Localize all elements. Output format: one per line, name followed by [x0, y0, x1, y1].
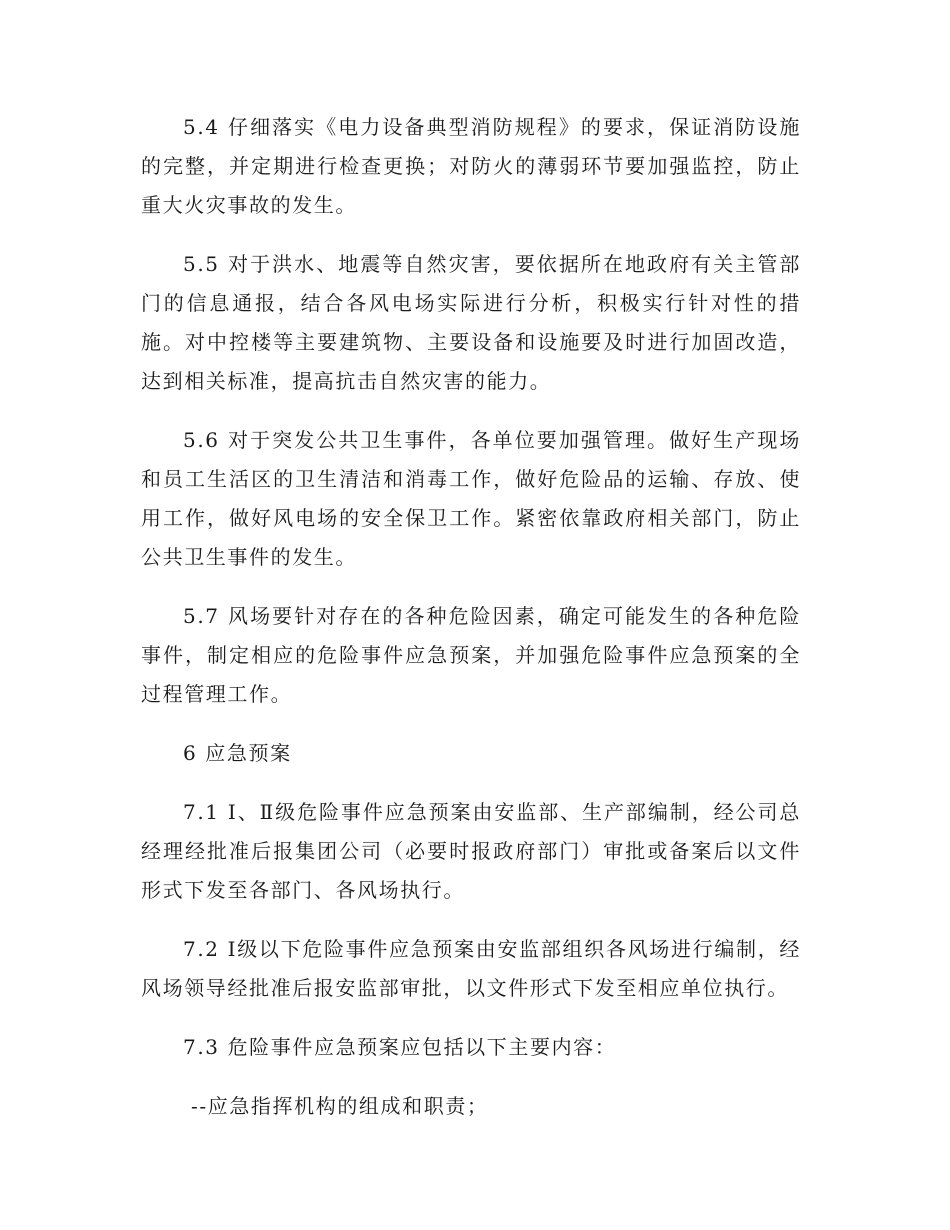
paragraph-5-6: 5.6 对于突发公共卫生事件，各单位要加强管理。做好生产现场和员工生活区的卫生清洁和消毒工作，做好危险品的运输、存放、使用工作，做好风电场的安全保卫工作。紧密依靠政府相关部门，防止公共卫生事件的发生。 — [141, 428, 801, 569]
paragraph-7-3: 7.3 危险事件应急预案应包括以下主要内容： — [183, 1035, 617, 1059]
section-heading-6: 6 应急预案 — [183, 741, 292, 765]
paragraph-5-5: 5.5 对于洪水、地震等自然灾害，要依据所在地政府有关主管部门的信息通报，结合各风电场实际进行分析，积极实行针对性的措施。对中控楼等主要建筑物、主要设备和设施要及时进行加固改造，达到相关标准，提高抗击自然灾害的能力。 — [141, 252, 801, 393]
paragraph-7-2: 7.2 Ⅰ级以下危险事件应急预案由安监部组织各风场进行编制，经风场领导经批准后报安监部审批，以文件形式下发至相应单位执行。 — [141, 937, 801, 1000]
paragraph-7-1: 7.1 Ⅰ、Ⅱ级危险事件应急预案由安监部、生产部编制，经公司总经理经批准后报集团公司（必要时报政府部门）审批或备案后以文件形式下发至各部门、各风场执行。 — [141, 800, 801, 902]
document-body — [141, 108, 801, 1126]
list-item-command-structure: --应急指挥机构的组成和职责； — [191, 1094, 489, 1118]
paragraph-5-7: 5.7 风场要针对存在的各种危险因素，确定可能发生的各种危险事件，制定相应的危险事件应急预案，并加强危险事件应急预案的全过程管理工作。 — [141, 604, 801, 706]
paragraph-5-4: 5.4 仔细落实《电力设备典型消防规程》的要求，保证消防设施的完整，并定期进行检查更换；对防火的薄弱环节要加强监控，防止重大火灾事故的发生。 — [141, 115, 801, 217]
